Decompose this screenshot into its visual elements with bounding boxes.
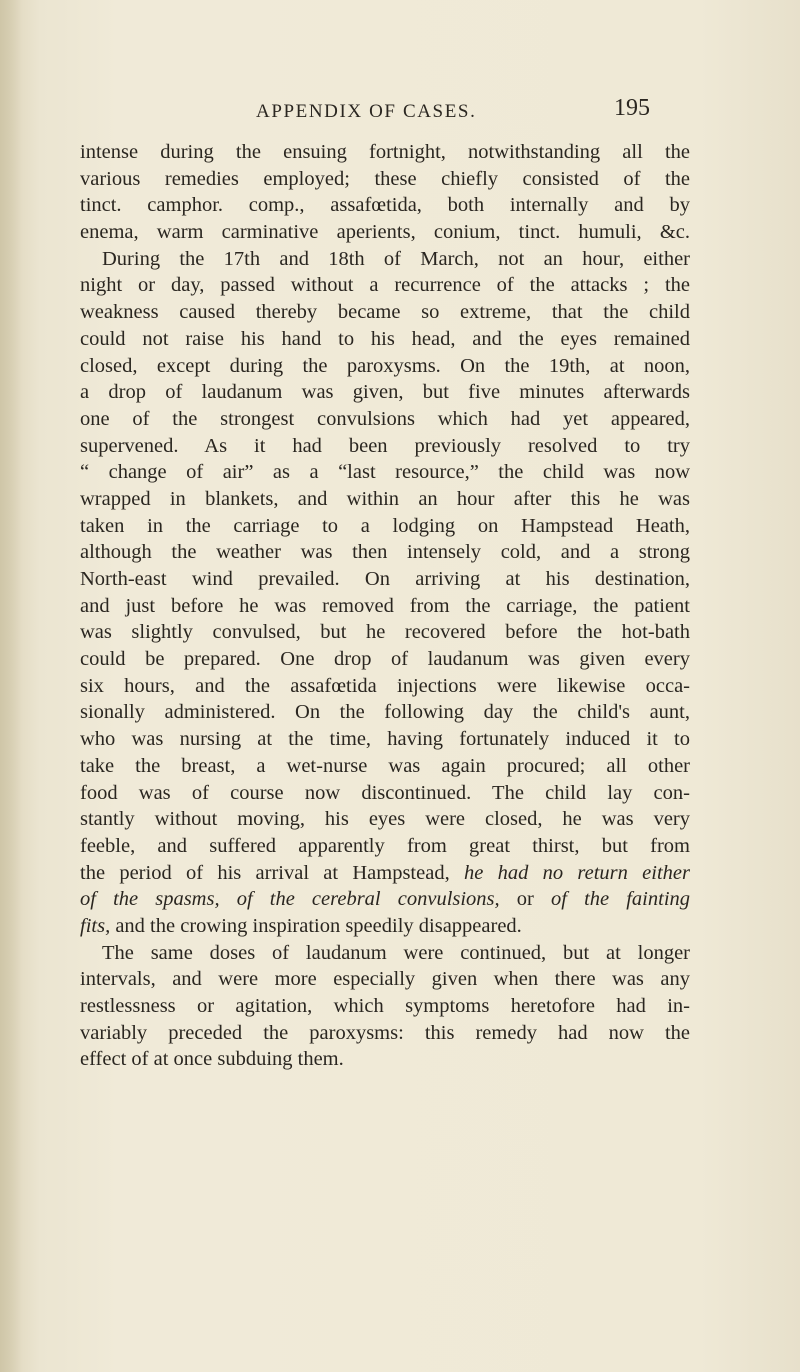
text-line: stantly without moving, his eyes were closed, he was very: [80, 808, 690, 831]
text-line: closed, except during the paroxysms. On the 19th, at noon,: [80, 354, 690, 377]
italic-run: of the spasms, of the cerebral convulsions,: [80, 888, 500, 911]
text-line: a drop of laudanum was given, but five minutes afterwards: [80, 381, 690, 404]
text-line: take the breast, a wet-nurse was again procured; all other: [80, 754, 690, 777]
italic-run: fits,: [80, 914, 111, 937]
text-line: one of the strongest convulsions which had yet appeared,: [80, 407, 690, 430]
text-line: intervals, and were more especially given when there was any: [80, 968, 690, 991]
text-line: was slightly convulsed, but he recovered before the hot-bath: [80, 621, 690, 644]
text-line: North-east wind prevailed. On arriving at his destination,: [80, 568, 690, 590]
text-line: could be prepared. One drop of laudanum was given every: [80, 648, 690, 671]
text-line: “ change of air” as a “last resource,” the child was now: [80, 461, 690, 484]
text-line: six hours, and the assafœtida injections were likewise occa-: [80, 674, 690, 697]
text-line: effect of at once subduing them.: [80, 1048, 344, 1071]
text-line: feeble, and suffered apparently from great thirst, but from: [80, 834, 690, 857]
text-line: who was nursing at the time, having fortunately induced it to: [80, 728, 690, 751]
running-head: APPENDIX OF CASES.: [256, 101, 477, 122]
body-text: [80, 139, 690, 1073]
text-line: enema, warm carminative aperients, conium, tinct. humuli, &c.: [80, 221, 690, 244]
text-line: night or day, passed without a recurrence of the attacks ; the: [80, 274, 690, 297]
text-line: sionally administered. On the following day the child's aunt,: [80, 701, 690, 724]
text-run: and the crowing inspiration speedily disappeared.: [115, 914, 522, 937]
text-line-mixed: [80, 860, 690, 887]
page-header: [0, 95, 800, 131]
italic-run: he had no return either: [463, 861, 690, 884]
page-gutter-shadow: [0, 0, 22, 1372]
text-run: the period of his arrival at Hampstead,: [80, 861, 450, 884]
text-line: although the weather was then intensely cold, and a strong: [80, 541, 690, 564]
text-run: or: [516, 888, 534, 911]
text-line-mixed: [80, 886, 690, 913]
text-line: taken in the carriage to a lodging on Hampstead Heath,: [80, 514, 690, 537]
text-line-mixed: [80, 913, 690, 940]
text-line: The same doses of laudanum were continued, but at longer: [102, 941, 690, 964]
text-line: weakness caused thereby became so extreme, that the child: [80, 301, 690, 324]
page-number: 195: [614, 95, 650, 121]
text-line: could not raise his hand to his head, and the eyes remained: [80, 327, 690, 350]
text-line: various remedies employed; these chiefly consisted of the: [80, 167, 690, 190]
text-line: variably preceded the paroxysms: this remedy had now the: [80, 1021, 690, 1044]
text-line: and just before he was removed from the carriage, the patient: [80, 594, 690, 617]
text-line: wrapped in blankets, and within an hour after this he was: [80, 487, 690, 510]
text-line: restlessness or agitation, which symptoms heretofore had in-: [80, 995, 690, 1017]
text-line: supervened. As it had been previously resolved to try: [80, 434, 690, 457]
text-line: intense during the ensuing fortnight, notwithstanding all the: [80, 141, 690, 163]
italic-run: of the fainting: [551, 888, 691, 911]
text-line: tinct. camphor. comp., assafœtida, both internally and by: [80, 194, 690, 217]
text-line: food was of course now discontinued. The child lay con-: [80, 781, 690, 804]
text-line: During the 17th and 18th of March, not an hour, either: [102, 247, 690, 270]
